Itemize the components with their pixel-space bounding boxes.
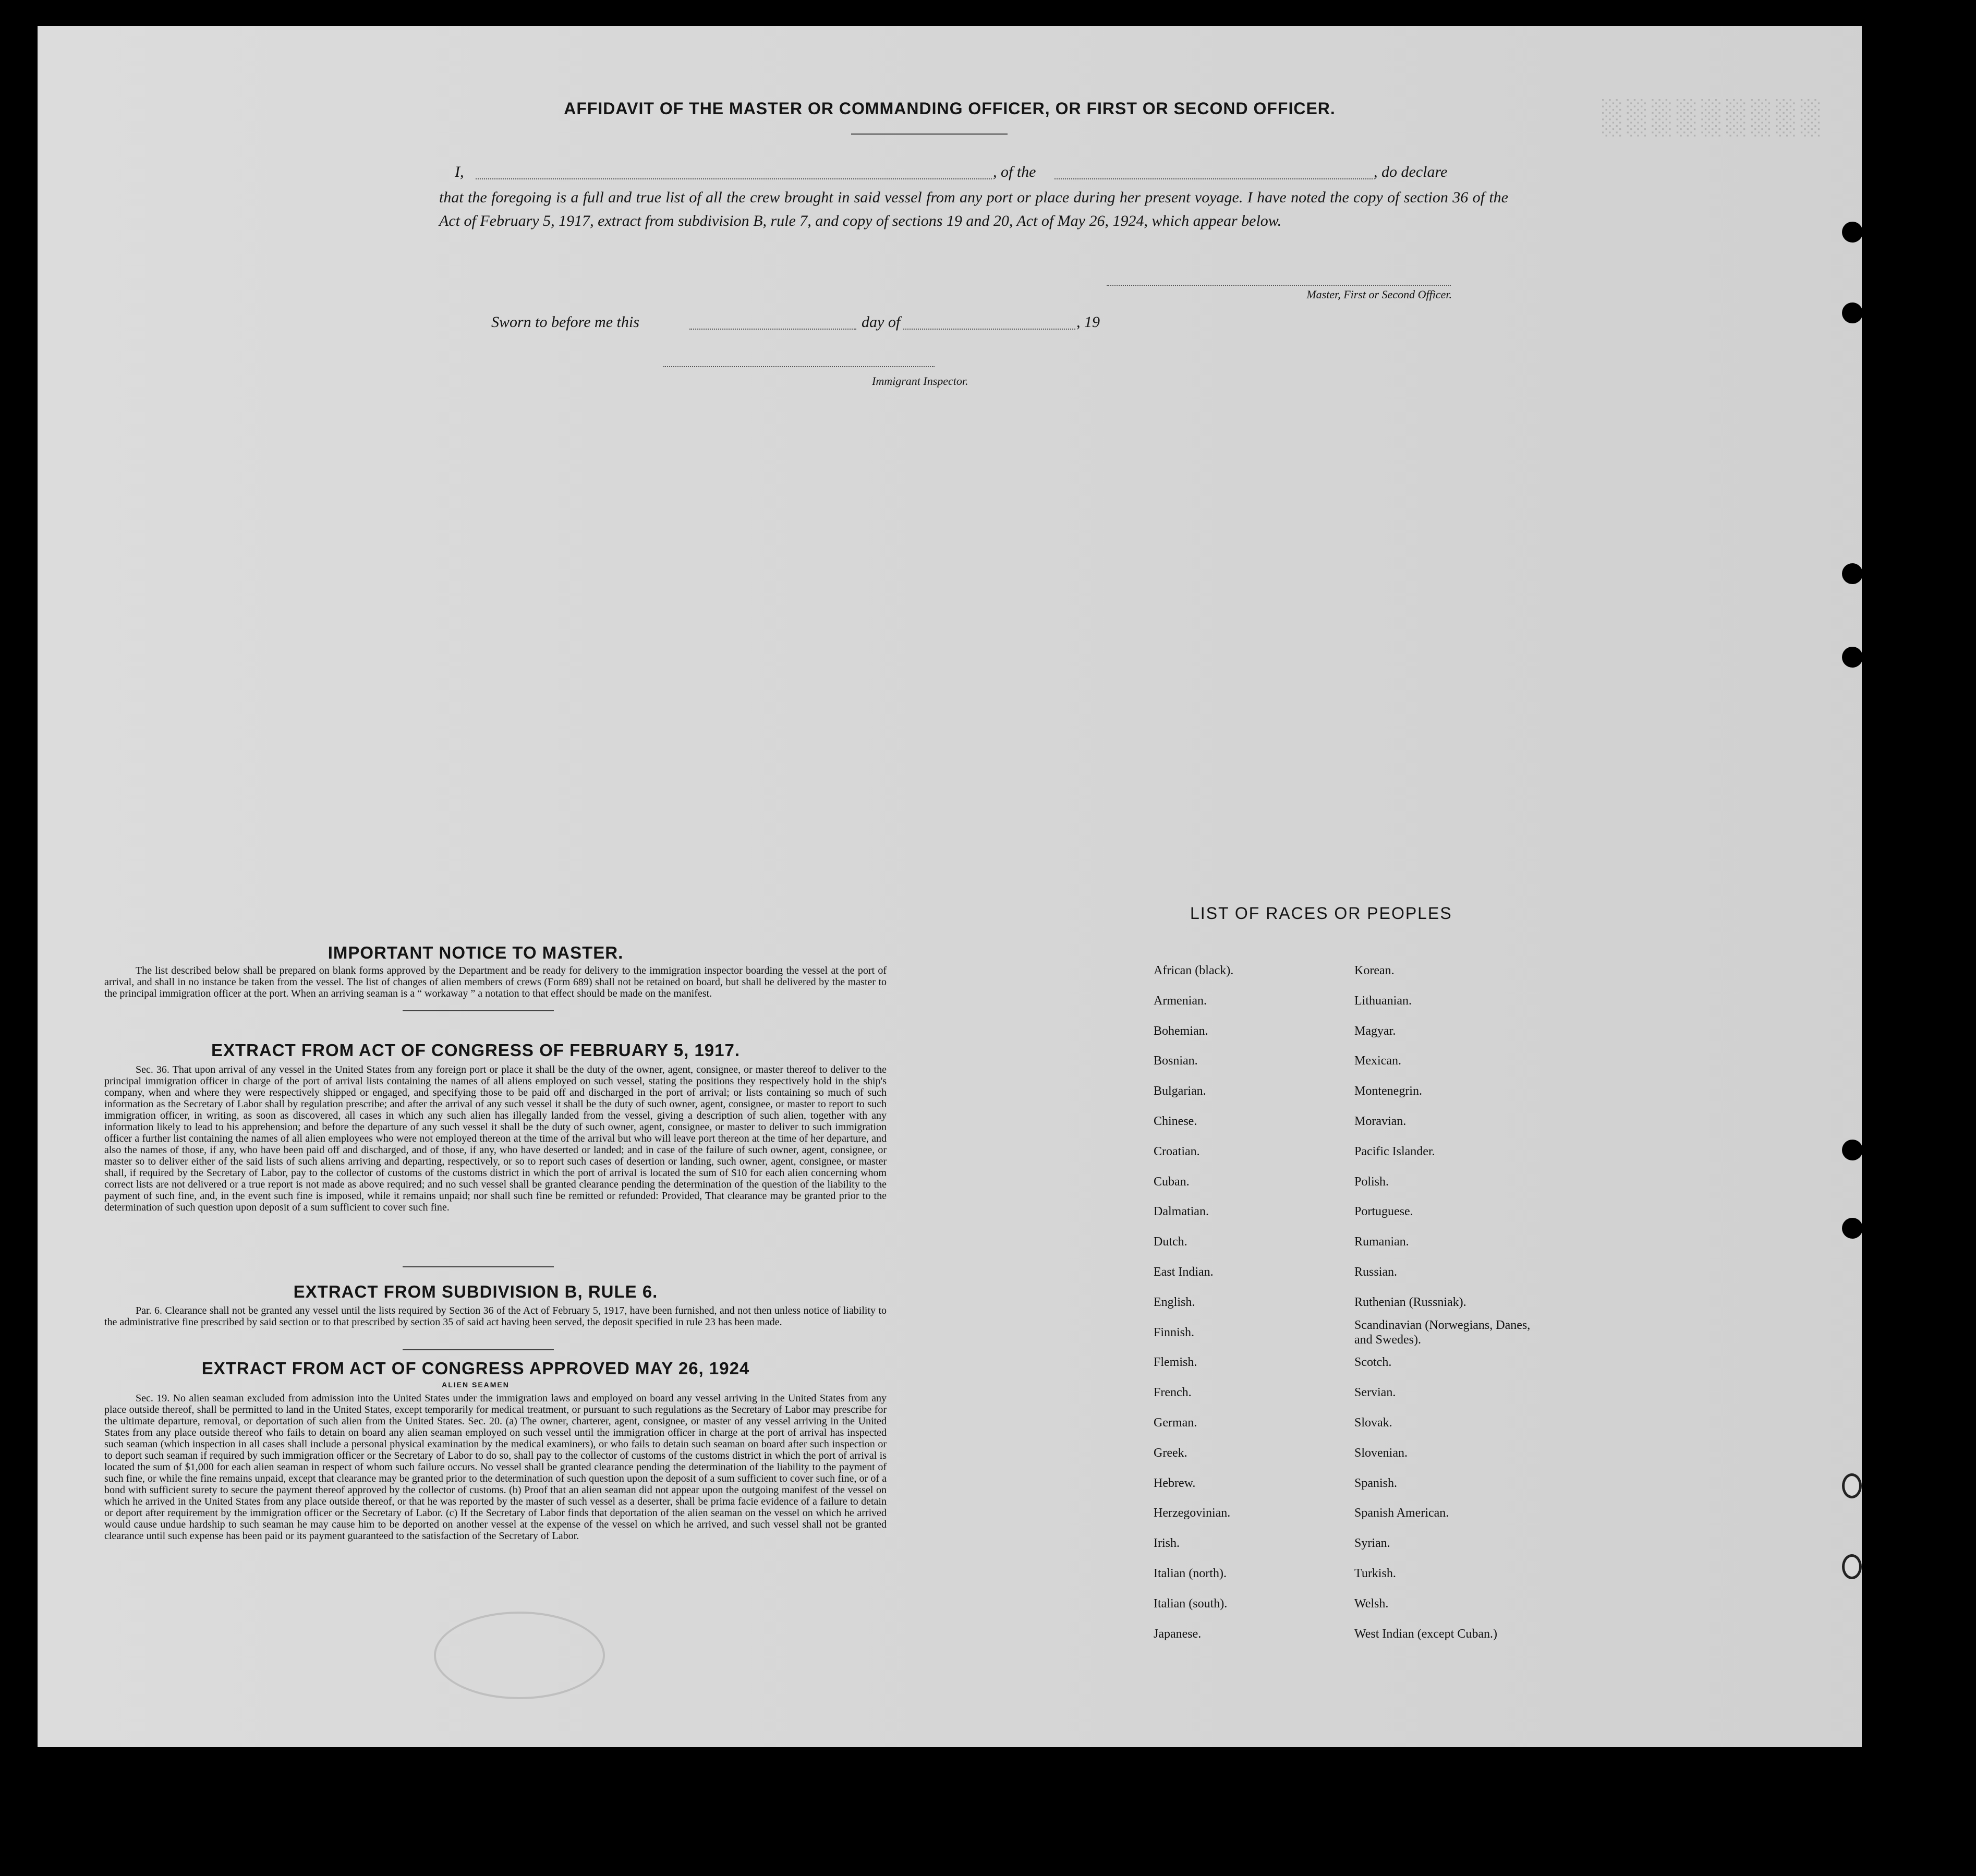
race-item: Mexican. (1354, 1054, 1401, 1068)
punch-hole-icon (1842, 1554, 1862, 1579)
signature-blank[interactable] (1107, 285, 1451, 286)
race-item: Japanese. (1154, 1627, 1202, 1641)
divider (851, 134, 1008, 135)
race-item: Russian. (1354, 1265, 1398, 1279)
affidavit-title: AFFIDAVIT OF THE MASTER OR COMMANDING OFFICER, OR FIRST OR SECOND OFFICER. (564, 99, 1336, 118)
race-item: Pacific Islander. (1354, 1144, 1435, 1158)
sworn-day-blank[interactable] (689, 329, 856, 330)
punch-hole-icon (1842, 647, 1863, 668)
divider (403, 1349, 554, 1350)
race-item: Lithuanian. (1354, 994, 1412, 1008)
extract-rule6-text: Par. 6. Clearance shall not be granted any vessel until the lists required by Section 36 of the Act of February 5, 1917, have been furnished, and not then unless notice of liability to the administrative fine prescribed by said section or to that prescribed by section 35 of said act having been served, the deposit specified in rule 23 has been made. (104, 1305, 887, 1328)
race-item: Slovenian. (1354, 1446, 1408, 1460)
faded-stamp-icon (434, 1612, 605, 1699)
sworn-month-blank[interactable] (903, 329, 1075, 330)
race-item: Cuban. (1154, 1175, 1190, 1189)
race-item: Italian (north). (1154, 1566, 1227, 1580)
inspector-caption: Immigrant Inspector. (872, 374, 968, 388)
race-item: Spanish. (1354, 1476, 1398, 1490)
race-item: Welsh. (1354, 1596, 1389, 1611)
name-blank[interactable] (476, 178, 992, 179)
race-item: Finnish. (1154, 1325, 1195, 1339)
race-item: Polish. (1354, 1175, 1389, 1189)
signature-caption: Master, First or Second Officer. (1306, 288, 1452, 301)
bleed-through-header: ░░░░░░░░░ (1602, 99, 1826, 138)
extract-1924-text: Sec. 19. No alien seaman excluded from admission into the United States under the immigration laws and employed on board any vessel arriving in the United States from any place outside thereof, shall be permitted to land in the United States, except temporarily for medical treatment, or pursuant to such regulations as the Secretary of Labor may prescribe for the ultimate departure, removal, or deportation of such alien from the United States. Sec. 20. (a) The owner, charterer, agent, consignee, or master of any vessel arriving in the United States from any place outside thereof who fails to detain on board any alien seaman employed on such vessel until the immigration officer in charge at the port of arrival has inspected such seaman (which inspection in all cases shall include a personal physical examination by the medical examiners), or who fails to detain such seaman on board after such inspection or to deport such seaman if required by such immigration officer or the Secretary of Labor to do so, shall pay to the collector of customs of the customs district in which the port of arrival is located the sum of $1,000 for each alien seaman in respect of whom such failure occurs. No vessel shall be granted clearance pending the determination of the liability to the payment of such fine, or while the fine remains unpaid, except that clearance may be granted prior to the determination of such question upon the deposit of a sum sufficient to cover such fine, or of a bond with sufficient surety to secure the payment thereof approved by the collector of customs. (b) Proof that an alien seaman did not appear upon the outgoing manifest of the vessel on which he arrived in the United States from any place outside thereof, or that he was reported by the master of such vessel as a deserter, shall be prima facie evidence of a failure to detain or deport after requirement by the immigration officer or the Secretary of Labor. (c) If the Secretary of Labor finds that deportation of the alien seaman on the vessel on which he arrived would cause undue hardship to such seaman he may cause him to be deported on another vessel at the expense of the vessel on which he arrived, and such vessel shall not be granted clearance until such expense has been paid or its payment guaranteed to the satisfaction of the Secretary of Labor. (104, 1393, 887, 1542)
vessel-blank[interactable] (1054, 178, 1373, 179)
day-of-label: day of (862, 313, 901, 331)
race-item: Slovak. (1354, 1415, 1392, 1430)
race-item: Magyar. (1354, 1024, 1396, 1038)
race-item: Italian (south). (1154, 1596, 1228, 1611)
race-item: Chinese. (1154, 1114, 1197, 1128)
race-item: Montenegrin. (1354, 1084, 1422, 1098)
extract-1917-text: Sec. 36. That upon arrival of any vessel in the United States from any foreign port or place it shall be the duty of the owner, agent, consignee, or master thereof to deliver to the principal immigration officer in charge of the port of arrival lists containing the names of all aliens employed on such vessel, stating the positions they respectively hold in the ship's company, when and where they were respectively shipped or engaged, and specifying those to be paid off and discharged in the port of arrival; or lists containing so much of such information as the Secretary of Labor shall by regulation prescribe; and after the arrival of any such vessel it shall be the duty of such owner, agent, consignee, or master to report to such immigration officer, in writing, as soon as discovered, all cases in which any such alien has illegally landed from the vessel, giving a description of such alien, together with any information likely to lead to his apprehension; and before the departure of any such vessel it shall be the duty of such owner, agent, consignee, or master to deliver to such immigration officer a further list containing the names of all alien employees who were not employed thereon at the time of the arrival but who will leave port thereon at the time of her departure, and also the names of those, if any, who have been paid off and discharged, and of those, if any, who have deserted or landed; and in case of the failure of such owner, agent, consignee, or master so to deliver either of the said lists of such aliens arriving and departing, respectively, or so to report such cases of desertion or landing, such owner, agent, consignee, or master shall, if required by the Secretary of Labor, pay to the collector of customs of the customs district in which the port of arrival is located the sum of $10 for each alien concerning whom correct lists are not delivered or a true report is not made as above required; and no such vessel shall be granted clearance pending the determination of the question of the liability to the payment of such fine, and, in the event such fine is imposed, while it remains unpaid; nor shall such fine be remitted or refunded: Provided, That clearance may be granted prior to the determination of such question upon deposit of a sum sufficient to cover such fine. (104, 1064, 887, 1213)
race-item: English. (1154, 1295, 1195, 1309)
inspector-signature-blank[interactable] (663, 366, 935, 367)
race-item: Greek. (1154, 1446, 1187, 1460)
notice-text: The list described below shall be prepared on blank forms approved by the Department and be ready for delivery to the immigration inspector boarding the vessel at the port of arrival, and shall in no instance be taken from the vessel. The list of changes of alien members of crews (Form 689) shall not be retained on board, but shall be delivered by the master to the principal immigration officer at the port. When an arriving seaman is a “ workaway ” a notation to that effect should be made on the manifest. (104, 965, 887, 999)
race-item: Bulgarian. (1154, 1084, 1206, 1098)
race-item: Dutch. (1154, 1235, 1187, 1249)
race-item: Moravian. (1354, 1114, 1407, 1128)
race-item: Scotch. (1354, 1355, 1392, 1370)
year-label: , 19 (1076, 313, 1100, 331)
race-item: Syrian. (1354, 1536, 1390, 1551)
race-item: Irish. (1154, 1536, 1180, 1551)
extract-1924-title: EXTRACT FROM ACT OF CONGRESS APPROVED MAY 26, 1924 (201, 1359, 750, 1378)
race-item: Korean. (1354, 964, 1395, 977)
race-item: German. (1154, 1415, 1197, 1430)
extract-rule6-title: EXTRACT FROM SUBDIVISION B, RULE 6. (293, 1282, 658, 1301)
race-item: Herzegovinian. (1154, 1506, 1231, 1520)
punch-hole-icon (1842, 1140, 1863, 1160)
races-title: LIST OF RACES OR PEOPLES (1190, 904, 1452, 923)
race-item: Bosnian. (1154, 1054, 1198, 1068)
extract-1917-title: EXTRACT FROM ACT OF CONGRESS OF FEBRUARY 5, 1917. (211, 1040, 741, 1060)
race-item: Ruthenian (Russniak). (1354, 1295, 1466, 1309)
notice-title: IMPORTANT NOTICE TO MASTER. (328, 943, 624, 962)
punch-hole-icon (1842, 222, 1863, 243)
race-item: Flemish. (1154, 1355, 1197, 1370)
race-item: Hebrew. (1154, 1476, 1196, 1490)
race-item: Rumanian. (1354, 1235, 1409, 1249)
punch-hole-icon (1842, 563, 1863, 584)
races-left-column (1154, 956, 1233, 1649)
punch-hole-icon (1842, 1218, 1863, 1239)
race-item: Portuguese. (1354, 1205, 1413, 1219)
affidavit-of-the-label: , of the (993, 163, 1036, 180)
punch-hole-icon (1842, 302, 1863, 323)
race-item: Armenian. (1154, 994, 1207, 1008)
race-item: Bohemian. (1154, 1024, 1208, 1038)
extract-1924-subtitle: ALIEN SEAMEN (442, 1381, 510, 1389)
sworn-label: Sworn to before me this (491, 313, 639, 331)
race-item: East Indian. (1154, 1265, 1214, 1279)
race-item: African (black). (1154, 964, 1234, 977)
race-item: Spanish American. (1354, 1506, 1449, 1520)
race-item: Scandinavian (Norwegians, Danes, and Swedes). (1354, 1318, 1531, 1347)
divider (403, 1266, 554, 1267)
divider (403, 1010, 554, 1011)
affidavit-declare-label: , do declare (1374, 163, 1448, 180)
race-item: Servian. (1354, 1386, 1396, 1400)
document-sheet (38, 26, 1862, 1747)
race-item: French. (1154, 1386, 1192, 1400)
race-item: Dalmatian. (1154, 1205, 1209, 1219)
punch-hole-icon (1842, 1473, 1862, 1498)
race-item: Turkish. (1354, 1566, 1396, 1580)
affidavit-body: that the foregoing is a full and true list of all the crew brought in said vessel from any port or place during her present voyage. I have noted the copy of section 36 of the Act of February 5, 1917, extract from subdivision B, rule 7, and copy of sections 19 and 20, Act of May 26, 1924, which appear below. (439, 189, 1508, 229)
race-item: Croatian. (1154, 1144, 1200, 1158)
race-item: West Indian (except Cuban.) (1354, 1627, 1497, 1641)
affidavit-i-label: I, (455, 163, 464, 180)
races-right-column (1354, 956, 1542, 1649)
